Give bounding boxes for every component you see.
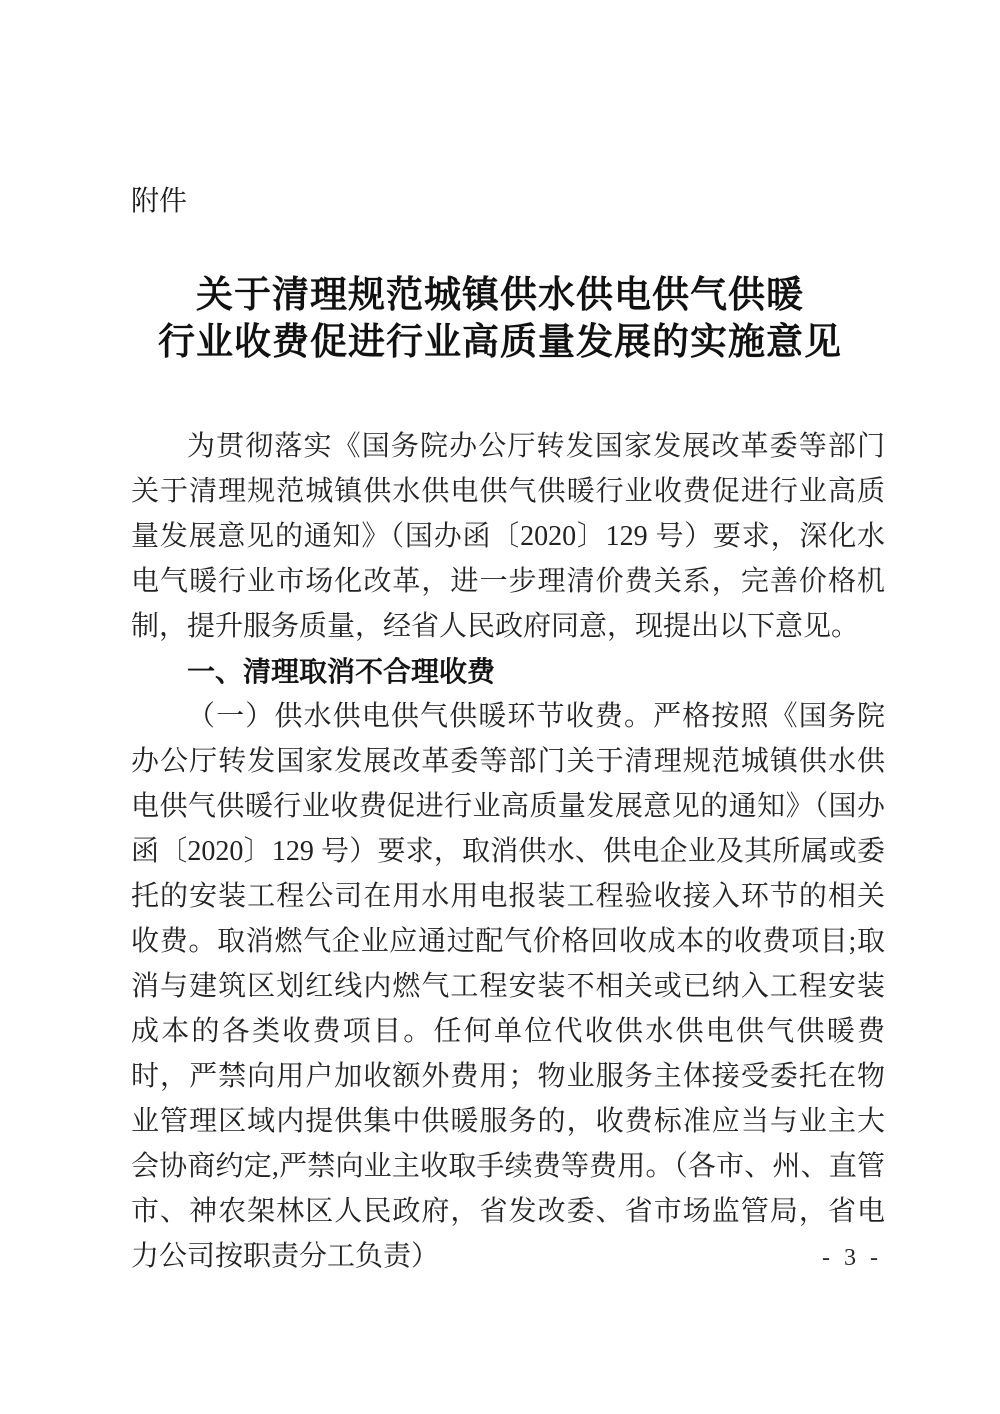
- document-title-line-1: 关于清理规范城镇供水供电供气供暖: [196, 275, 804, 316]
- section-1-heading: 一、清理取消不合理收费: [187, 656, 496, 687]
- document-title: [0, 272, 1000, 366]
- document-title-line-2: 行业收费促进行业高质量发展的实施意见: [158, 322, 842, 363]
- attachment-label: 附件: [131, 186, 188, 217]
- page-number: - 3 -: [822, 1245, 882, 1271]
- section-1-item-1-paragraph: （一）供水供电供气供暖环节收费。严格按照《国务院办公厅转发国家发展改革委等部门关于清理规范城镇供水供电供气供暖行业收费促进行业高质量发展意见的通知》（国办函〔2020〕129 号）要求，取消供水、供电企业及其所属或委托的安装工程公司在用水用电报装工程验收接入环节的相关收费。取消燃气企业应通过配气价格回收成本的收费项目;取消与建筑区划红线内燃气工程安装不相关或已纳入工程安装成本的各类收费项目。任何单位代收供水供电供气供暖费时，严禁向用户加收额外费用；物业服务主体接受委托在物业管理区域内提供集中供暖服务的，收费标准应当与业主大会协商约定,严禁向业主收取手续费等费用。（各市、州、直管市、神农架林区人民政府，省发改委、省市场监管局，省电力公司按职责分工负责）: [131, 701, 885, 1272]
- intro-paragraph: 为贯彻落实《国务院办公厅转发国家发展改革委等部门关于清理规范城镇供水供电供气供暖行业收费促进行业高质量发展意见的通知》（国办函〔2020〕129 号）要求，深化水电气暖行业市场化改革，进一步理清价费关系，完善价格机制，提升服务质量，经省人民政府同意，现提出以下意见。: [131, 431, 885, 642]
- document-body: [131, 424, 885, 1279]
